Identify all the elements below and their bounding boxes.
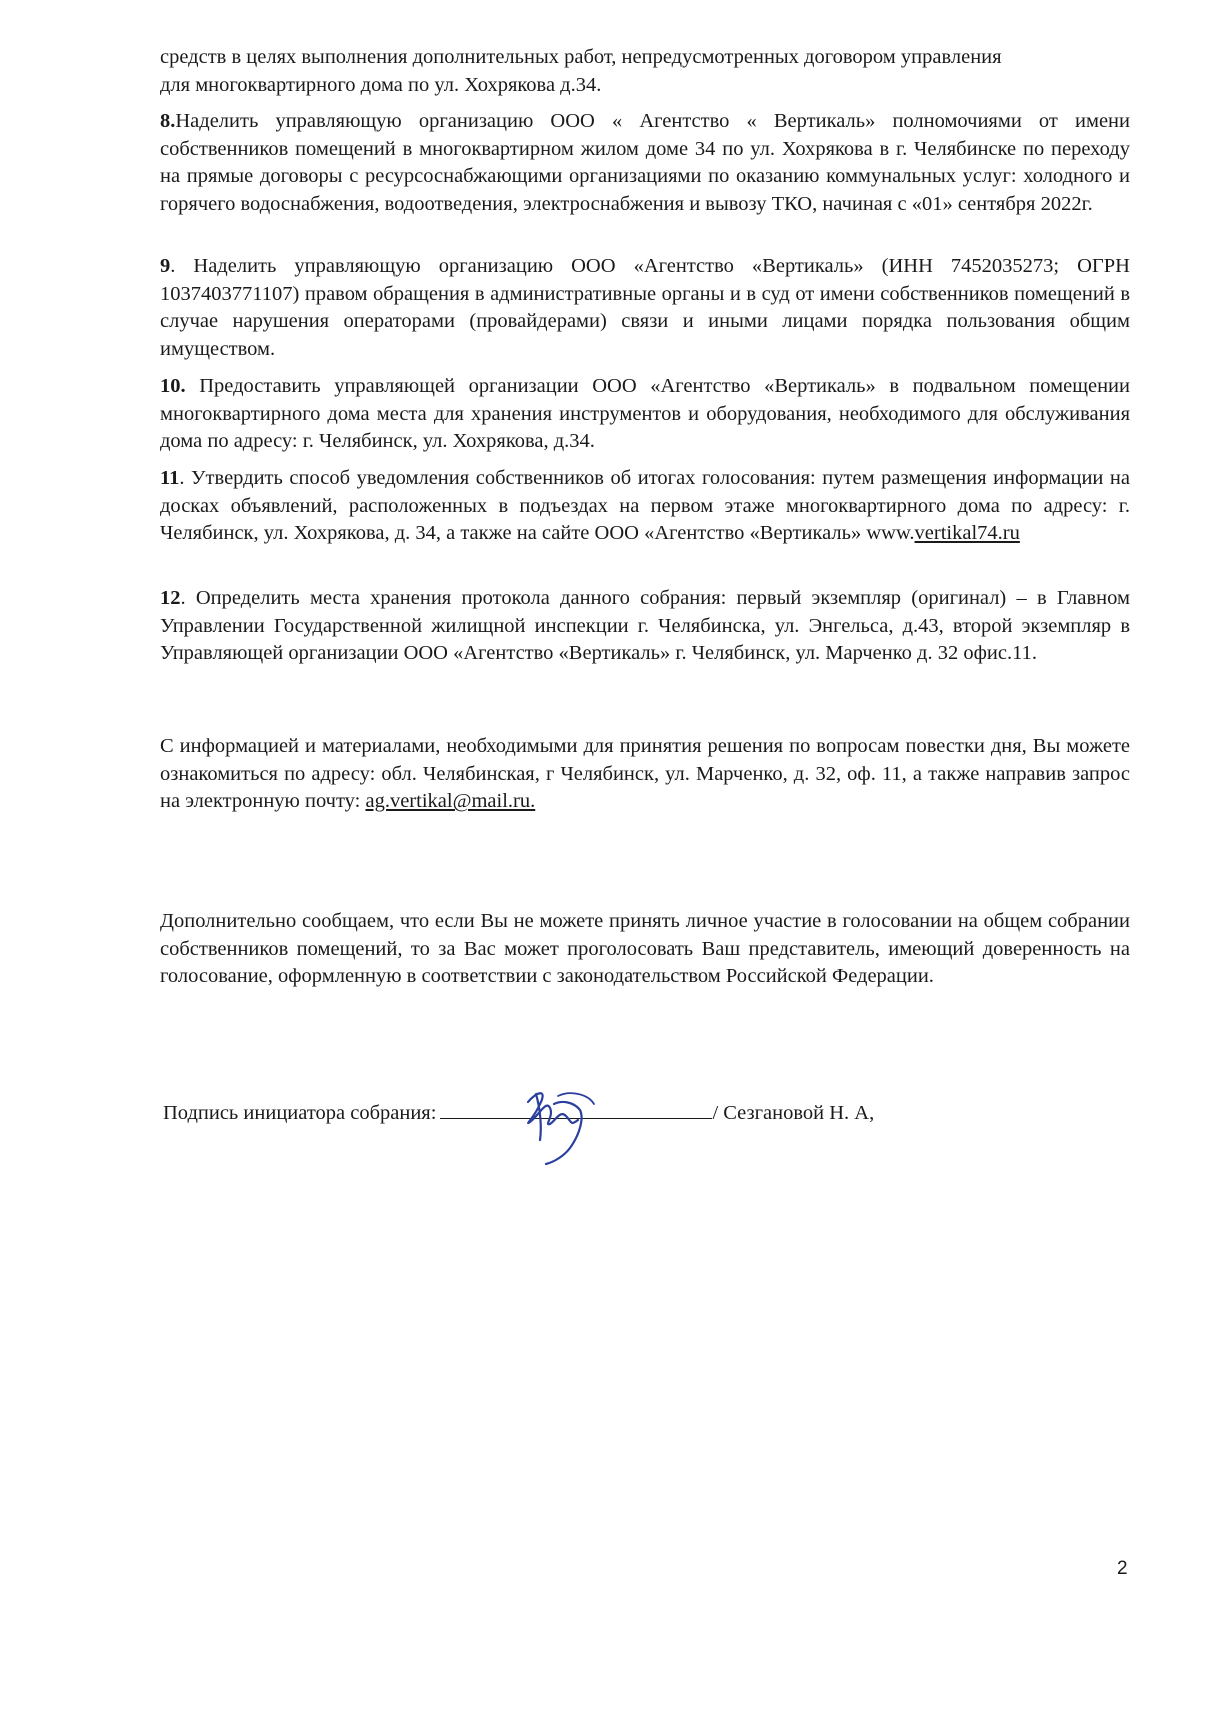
item-number: 10. (160, 375, 186, 397)
item-text: . Определить места хранения протокола данного собрания: первый экземпляр (оригинал) – в Главном Управлении Государственной жилищной инспекции г. Челябинска, ул. Энгельса, д.43, второй экземпляр в Управляющей организации ООО «Агентство «Вертикаль» г. Челябинск, ул. Марченко д. 32 офис.11. (160, 587, 1130, 665)
item-text: Наделить управляющую организацию ООО « Агентство « Вертикаль» полномочиями от имени собственников помещений в многоквартирном жилом доме 34 по ул. Хохрякова в г. Челябинске по переходу на прямые договоры с ресурсоснабжающими организациями по оказанию коммунальных услуг: холодного и горячего водоснабжения, водоотведения, электроснабжения и вывозу ТКО, начиная с «01» сентября 2022г. (160, 110, 1130, 215)
intro-paragraph (160, 44, 1130, 99)
item-11 (160, 465, 1130, 548)
item-8 (160, 108, 1130, 218)
signer-name: / Сезгановой Н. А, (712, 1102, 875, 1124)
item-number: 8. (160, 110, 176, 132)
info-paragraph (160, 733, 1130, 816)
signature-label: Подпись инициатора собрания: (163, 1102, 437, 1124)
handwritten-signature (510, 1074, 600, 1166)
email-link[interactable]: ag.vertikal@mail.ru. (365, 790, 536, 813)
item-9 (160, 253, 1130, 363)
intro-line-2: для многоквартирного дома по ул. Хохрякова д.34. (160, 73, 602, 96)
page-number: 2 (1117, 1558, 1128, 1579)
additional-paragraph: Дополнительно сообщаем, что если Вы не можете принять личное участие в голосовании на общем собрании собственников помещений, то за Вас может проголосовать Ваш представитель, имеющий доверенность на голосование, оформленную в соответствии с законодательством Российской Федерации. (160, 910, 1130, 988)
info-text: С информацией и материалами, необходимыми для принятия решения по вопросам повестки дня, Вы можете ознакомиться по адресу: обл. Челябинская, г Челябинск, ул. Марченко, д. 32, оф. 11, а также направив запрос на электронную почту: (160, 735, 1130, 813)
item-text: . Наделить управляющую организацию ООО «Агентство «Вертикаль» (ИНН 7452035273; ОГРН 1037403771107) правом обращения в административные органы и в суд от имени собственников помещений в случае нарушения операторами (провайдерами) связи и иными лицами порядка пользования общим имуществом. (160, 255, 1130, 360)
item-10 (160, 373, 1130, 456)
website-link[interactable]: vertikal74.ru (914, 522, 1020, 545)
item-text: . Утвердить способ уведомления собственников об итогах голосования: путем размещения информации на досках объявлений, расположенных в подъездах на первом этаже многоквартирного дома по адресу: г. Челябинск, ул. Хохрякова, д. 34, а также на сайте ООО «Агентство «Вертикаль» www. (160, 467, 1130, 545)
item-12 (160, 585, 1130, 668)
item-number: 11 (160, 467, 180, 489)
item-number: 9 (160, 255, 171, 277)
item-text: Предоставить управляющей организации ООО «Агентство «Вертикаль» в подвальном помещении многоквартирного дома места для хранения инструментов и оборудования, необходимого для обслуживания дома по адресу: г. Челябинск, ул. Хохрякова, д.34. (160, 375, 1130, 453)
item-number: 12 (160, 587, 181, 609)
intro-line-1: средств в целях выполнения дополнительных работ, непредусмотренных договором управления (160, 46, 1002, 68)
